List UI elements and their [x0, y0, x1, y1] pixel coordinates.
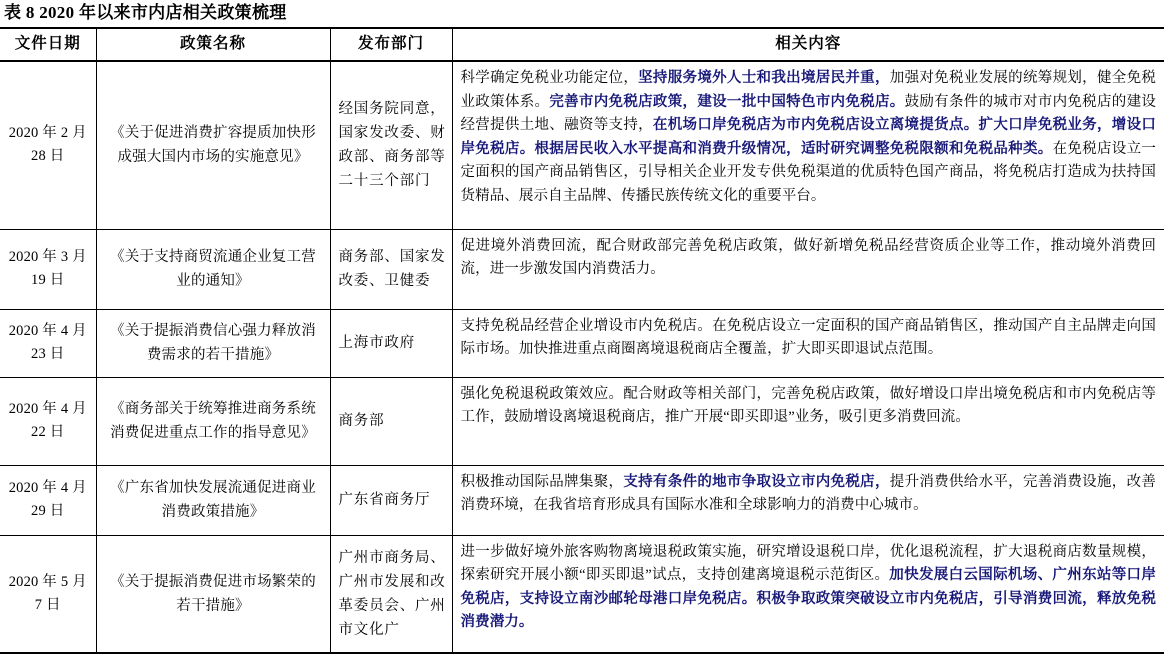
cell-policy-name: 《商务部关于统筹推进商务系统消费促进重点工作的指导意见》 — [96, 377, 330, 465]
table-row — [0, 61, 1164, 229]
content-text: 科学确定免税业功能定位， — [460, 70, 639, 86]
cell-policy-name: 《关于促进消费扩容提质加快形成强大国内市场的实施意见》 — [96, 61, 330, 229]
content-highlight: 坚持服务境外人士和我出境居民并重， — [638, 70, 890, 86]
table-row — [0, 229, 1164, 309]
column-header-dept: 发布部门 — [330, 28, 452, 61]
policy-table — [0, 27, 1164, 654]
content-paragraph — [461, 235, 1157, 282]
cell-related-content — [452, 61, 1164, 229]
content-paragraph — [461, 471, 1157, 518]
content-paragraph — [461, 383, 1157, 430]
cell-date: 2020 年 4 月 23 日 — [0, 309, 96, 377]
table-row — [0, 465, 1164, 535]
column-header-name: 政策名称 — [96, 28, 330, 61]
table-header-row — [0, 28, 1164, 61]
cell-department: 商务部 — [330, 377, 452, 465]
content-paragraph — [461, 315, 1157, 362]
cell-related-content — [452, 377, 1164, 465]
content-text: 加强对免税业发展的统筹规划，健全免税业政策体系。 — [460, 70, 1156, 110]
content-paragraph — [461, 67, 1157, 208]
content-text: 进一步做好境外旅客购物离境退税政策实施，研究增设退税口岸，优化退税流程，扩大退税商店数量规模，探索研究开展小额“即买即退”试点，支持创建离境退税示范街区。 — [460, 543, 1156, 583]
cell-policy-name: 《广东省加快发展流通促进商业消费政策措施》 — [96, 465, 330, 535]
content-highlight: 支持有条件的地市争取设立市内免税店， — [623, 473, 890, 490]
column-header-content: 相关内容 — [452, 28, 1164, 61]
table-caption: 表 8 2020 年以来市内店相关政策梳理 — [4, 3, 287, 22]
content-text: 鼓励有条件的城市对市内免税店的建设经营提供土地、融资等支持， — [460, 93, 1156, 133]
content-text: 强化免税退税政策效应。配合财政等相关部门，完善免税店政策，做好增设口岸出境免税店和市内免税店等工作，鼓励增设离境退税商店，推广开展“即买即退”业务，吸引更多消费回流。 — [460, 385, 1156, 425]
table-body — [0, 61, 1164, 653]
column-header-date: 文件日期 — [0, 28, 96, 61]
cell-department: 广州市商务局、广州市发展和改革委员会、广州市文化广 — [330, 535, 452, 653]
content-highlight: 加快发展白云国际机场、广州东站等口岸免税店，支持设立南沙邮轮母港口岸免税店。积极争取政策突破设立市内免税店，引导消费回流，释放免税消费潜力。 — [460, 567, 1156, 630]
content-highlight: 在机场口岸免税店为市内免税店设立离境提货点。扩大口岸免税业务，增设口岸免税店。根据居民收入水平提高和消费升级情况，适时研究调整免税限额和免税品种类。 — [460, 117, 1156, 157]
cell-department: 商务部、国家发改委、卫健委 — [330, 229, 452, 309]
table-header — [0, 28, 1164, 61]
content-text: 积极推动国际品牌集聚， — [460, 473, 624, 490]
cell-related-content — [452, 229, 1164, 309]
content-highlight: 完善市内免税店政策，建设一批中国特色市内免税店。 — [549, 93, 905, 110]
cell-date: 2020 年 3 月 19 日 — [0, 229, 96, 309]
cell-date: 2020 年 2 月 28 日 — [0, 61, 96, 229]
table-row — [0, 377, 1164, 465]
cell-department: 上海市政府 — [330, 309, 452, 377]
cell-policy-name: 《关于提振消费信心强力释放消费需求的若干措施》 — [96, 309, 330, 377]
cell-related-content — [452, 465, 1164, 535]
cell-department: 经国务院同意，国家发改委、财政部、商务部等二十三个部门 — [330, 61, 452, 229]
content-text: 支持免税品经营企业增设市内免税店。在免税店设立一定面积的国产商品销售区，推动国产自主品牌走向国际市场。加快推进重点商圈离境退税商店全覆盖，扩大即买即退试点范围。 — [460, 317, 1156, 357]
content-text: 在免税店设立一定面积的国产商品销售区，引导相关企业开发专供免税渠道的优质特色国产商品，将免税店打造成为扶持国货精品、展示自主品牌、传播民族传统文化的重要平台。 — [460, 140, 1157, 204]
cell-date: 2020 年 4 月 29 日 — [0, 465, 96, 535]
cell-policy-name: 《关于提振消费促进市场繁荣的若干措施》 — [96, 535, 330, 653]
table-row — [0, 535, 1164, 653]
table-row — [0, 309, 1164, 377]
cell-date: 2020 年 4 月 22 日 — [0, 377, 96, 465]
cell-policy-name: 《关于支持商贸流通企业复工营业的通知》 — [96, 229, 330, 309]
cell-department: 广东省商务厅 — [330, 465, 452, 535]
cell-related-content — [452, 309, 1164, 377]
content-paragraph — [461, 541, 1157, 635]
content-text: 提升消费供给水平，完善消费设施，改善消费环境，在我省培育形成具有国际水准和全球影响力的消费中心城市。 — [460, 473, 1156, 513]
cell-related-content — [452, 535, 1164, 653]
content-text: 促进境外消费回流，配合财政部完善免税店政策，做好新增免税品经营资质企业等工作，推动境外消费回流，进一步激发国内消费活力。 — [460, 237, 1156, 277]
cell-date: 2020 年 5 月 7 日 — [0, 535, 96, 653]
